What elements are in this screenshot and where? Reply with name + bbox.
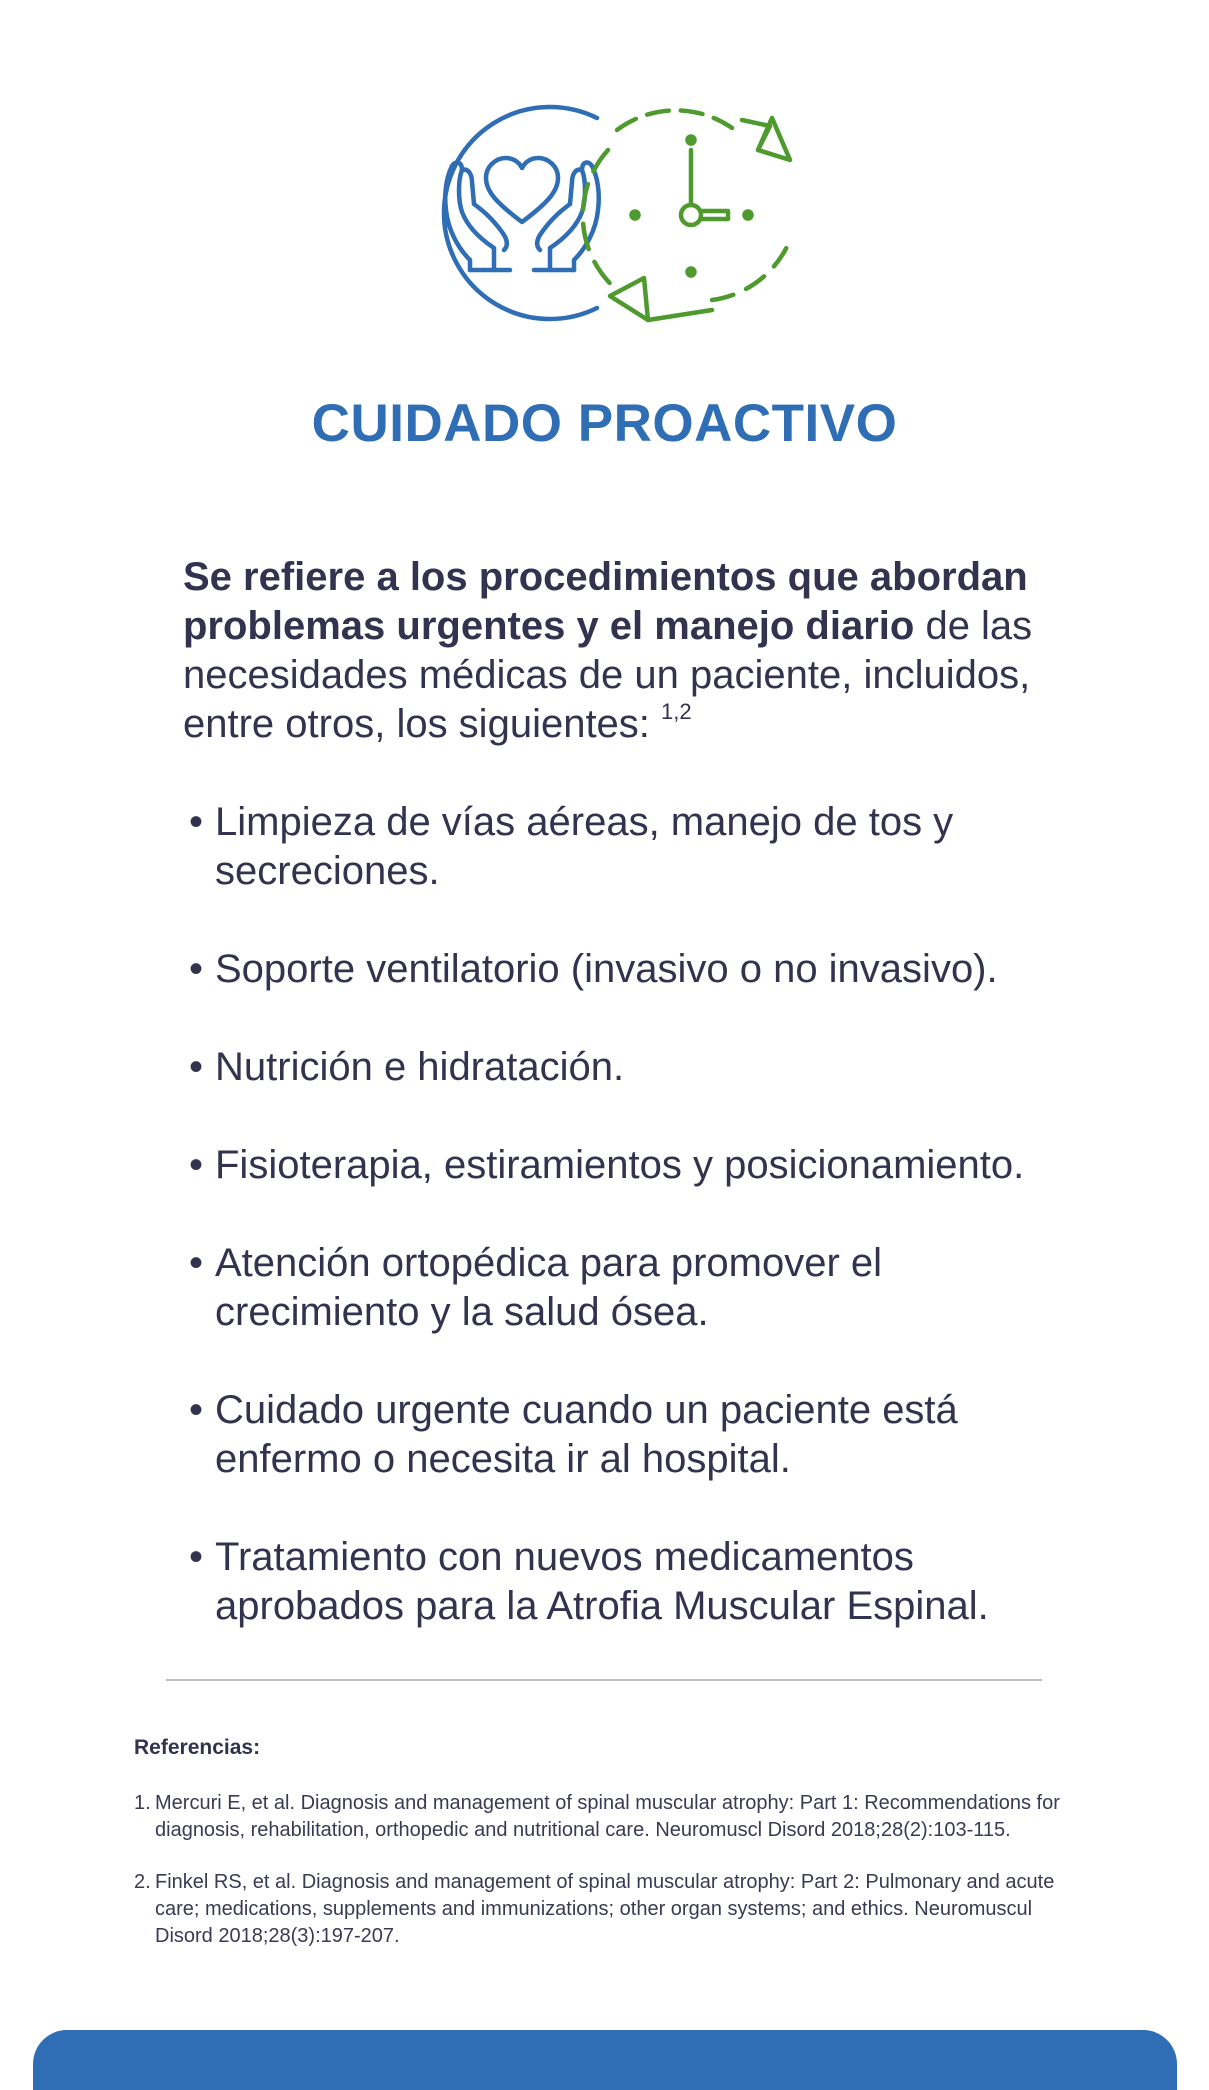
intro-citation: 1,2: [661, 698, 692, 724]
hero-illustration: [412, 100, 802, 340]
intro-regular-text: de las necesidades médicas de un paciente, incluidos, entre otros, los siguientes:: [183, 604, 1033, 746]
intro-bold-text: Se refiere a los procedimientos que abordan problemas urgentes y el manejo diario: [183, 555, 1028, 648]
reference-text: Finkel RS, et al. Diagnosis and management of spinal muscular atrophy: Part 2: Pulmonary and acute care; medications, supplements and immunizations; other organ systems; and ethics. Neuromuscul Disord 2018;28(3):197-207.: [155, 1871, 1055, 1947]
reference-item: [134, 1869, 1084, 1950]
reference-number: 1.: [134, 1792, 151, 1814]
care-list: [183, 798, 1083, 1680]
reference-text: Mercuri E, et al. Diagnosis and management of spinal muscular atrophy: Part 1: Recommendations for diagnosis, rehabilitation, orthopedic and nutritional care. Neuromuscl Disord 2018;28(2):103-115.: [155, 1792, 1060, 1841]
list-item: • Soporte ventilatorio (invasivo o no invasivo).: [183, 945, 1083, 994]
divider: [166, 1679, 1042, 1681]
list-item: • Cuidado urgente cuando un paciente está enfermo o necesita ir al hospital.: [183, 1386, 1083, 1484]
clock-cycle-icon: [583, 110, 790, 320]
list-item: • Fisioterapia, estiramientos y posicionamiento.: [183, 1141, 1083, 1190]
intro-paragraph: [183, 553, 1083, 749]
references-heading: Referencias:: [134, 1736, 261, 1759]
list-item: • Nutrición e hidratación.: [183, 1043, 1083, 1092]
list-item: • Limpieza de vías aéreas, manejo de tos y secreciones.: [183, 798, 1083, 896]
bottom-bar: [33, 2030, 1177, 2090]
list-item: • Tratamiento con nuevos medicamentos aprobados para la Atrofia Muscular Espinal.: [183, 1533, 1083, 1631]
reference-number: 2.: [134, 1871, 151, 1893]
references-list: [134, 1790, 1084, 1975]
hands-heart-icon: [444, 107, 599, 319]
page-title: CUIDADO PROACTIVO: [311, 394, 898, 453]
reference-item: [134, 1790, 1084, 1844]
list-item: • Atención ortopédica para promover el crecimiento y la salud ósea.: [183, 1239, 1083, 1337]
